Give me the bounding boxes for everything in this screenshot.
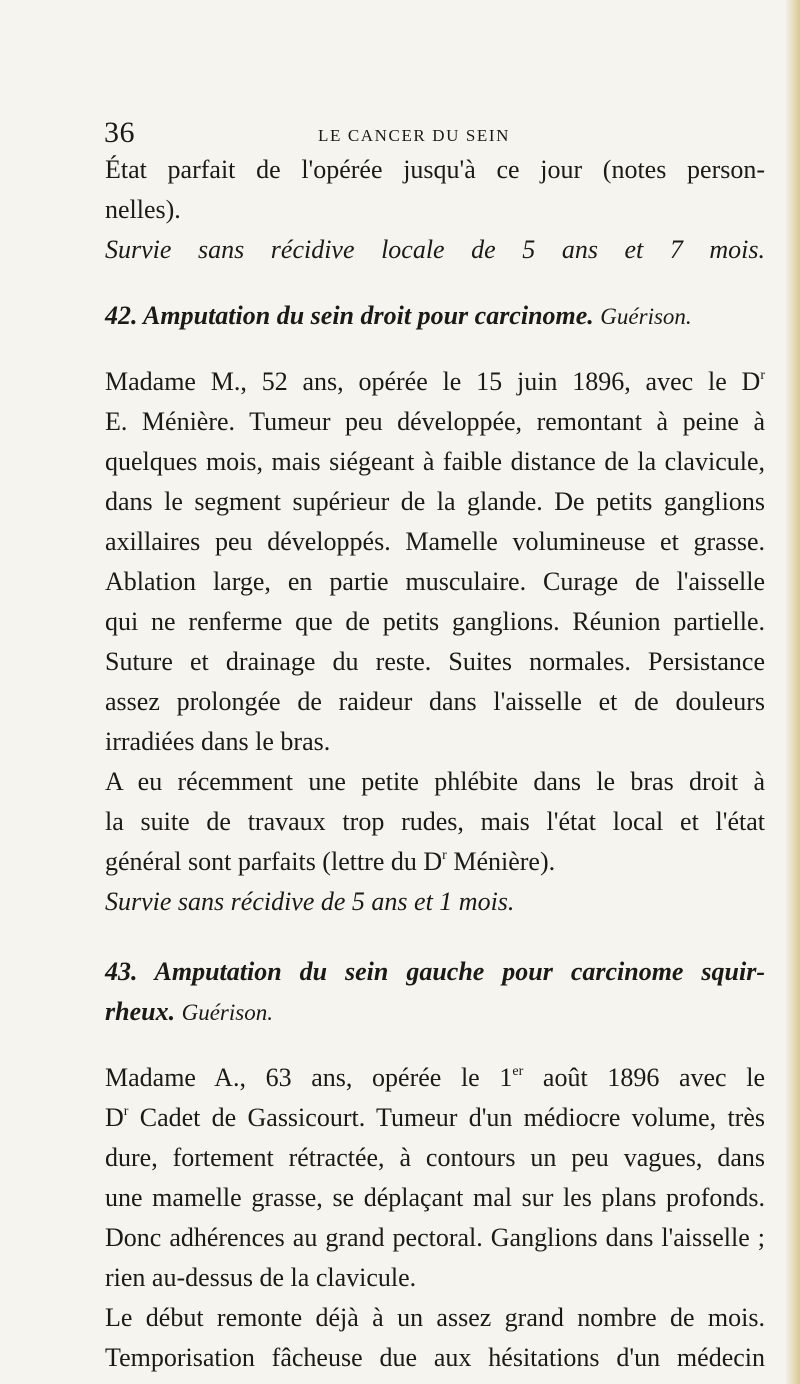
paragraph-line — [105, 842, 765, 882]
paragraph-line: E. Ménière. Tumeur peu développée, remontant à peine à — [105, 407, 765, 436]
paragraph-line: rien au-dessus de la clavicule. — [105, 1263, 417, 1292]
text-run: août 1896 avec le — [523, 1063, 765, 1092]
paragraph-line: A eu récemment une petite phlébite dans le bras droit à — [105, 767, 765, 796]
superscript: er — [512, 1064, 524, 1079]
paragraph-line — [105, 1058, 765, 1098]
case-heading-continued — [105, 992, 765, 1032]
text-run: Ménière). — [446, 847, 556, 876]
paragraph-line: Donc adhérences au grand pectoral. Ganglions dans l'aisselle ; — [105, 1223, 765, 1252]
superscript: r — [760, 368, 765, 383]
body-text — [105, 150, 765, 1378]
running-title: LE CANCER DU SEIN — [318, 126, 511, 145]
case-title: Amputation du sein gauche pour carcinome squir- — [154, 957, 765, 986]
page-number: 36 — [104, 116, 135, 149]
paragraph-line: Ablation large, en partie musculaire. Curage de l'aisselle — [105, 567, 765, 596]
case-outcome: Guérison. — [600, 304, 692, 329]
superscript: r — [123, 1104, 129, 1119]
text-run: général sont parfaits (lettre du D — [105, 847, 443, 876]
case-heading — [105, 296, 765, 336]
paragraph-line — [105, 362, 765, 402]
intro-line: nelles). — [105, 195, 181, 224]
paragraph-line: axillaires peu développés. Mamelle volumineuse et grasse. — [105, 527, 765, 556]
page-edge — [786, 0, 800, 1384]
survival-note: Survie sans récidive de 5 ans et 1 mois. — [105, 887, 515, 916]
case-number: 42. — [105, 301, 138, 330]
paragraph-line: dans le segment supérieur de la glande. De petits ganglions — [105, 487, 765, 516]
paragraph-line: la suite de travaux trop rudes, mais l'état local et l'état — [105, 807, 765, 836]
paragraph-line: qui ne renferme que de petits ganglions. Réunion partielle. — [105, 607, 765, 636]
paragraph-line: Le début remonte déjà à un assez grand nombre de mois. — [105, 1303, 765, 1332]
case-title: rheux. — [105, 997, 176, 1026]
running-header — [0, 118, 786, 148]
superscript: r — [442, 848, 447, 863]
case-outcome: Guérison. — [181, 1000, 273, 1025]
text-run: Madame M., 52 ans, opérée le 15 juin 1896, avec le D — [105, 367, 761, 396]
text-run: Madame A., 63 ans, opérée le 1 — [105, 1063, 513, 1092]
survival-note: Survie sans récidive locale de 5 ans et 7 mois. — [105, 235, 765, 264]
paragraph-line: Suture et drainage du reste. Suites normales. Persistance — [105, 647, 765, 676]
case-number: 43. — [105, 957, 138, 986]
text-run: Cadet de Gassicourt. Tumeur d'un médiocre volume, très — [128, 1103, 765, 1132]
paragraph-line: quelques mois, mais siégeant à faible distance de la clavicule, — [105, 447, 765, 476]
paragraph-line: assez prolongée de raideur dans l'aisselle et de douleurs — [105, 687, 765, 716]
case-heading — [105, 952, 765, 992]
paragraph-line: dure, fortement rétractée, à contours un peu vagues, dans — [105, 1143, 765, 1172]
intro-line: État parfait de l'opérée jusqu'à ce jour (notes person- — [105, 155, 765, 184]
case-title: Amputation du sein droit pour carcinome. — [143, 301, 594, 330]
paragraph-line — [105, 1098, 765, 1138]
paragraph-line: une mamelle grasse, se déplaçant mal sur les plans profonds. — [105, 1183, 765, 1212]
paragraph-line: irradiées dans le bras. — [105, 727, 331, 756]
text-run: D — [105, 1103, 124, 1132]
paragraph-line: Temporisation fâcheuse due aux hésitations d'un médecin — [105, 1343, 765, 1372]
